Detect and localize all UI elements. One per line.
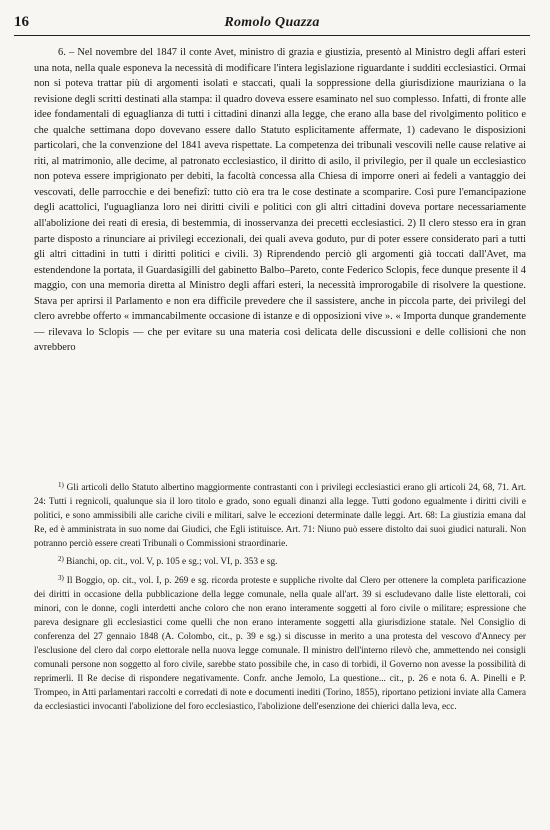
header-rule: [14, 35, 530, 36]
footnote-mark: 1): [58, 481, 64, 489]
footnote-2: [34, 552, 526, 569]
footnote-3: [34, 571, 526, 715]
footnote-text: Bianchi, op. cit., vol. V, p. 105 e sg.; vol. VI, p. 353 e sg.: [66, 557, 278, 568]
running-head: Romolo Quazza: [224, 15, 320, 30]
footnote-1: [34, 478, 526, 551]
footnote-text: Gli articoli dello Statuto albertino maggiormente contrastanti con i privilegi ecclesiastici erano gli articoli 24, 68, 71. Art. 24: Tutti i regnicoli, qualunque sia il loro titolo e grado, sono eguali dinanzi alla legge. Tutti godono egualmente i diritti civili e politici, e sono ammissibili alle cariche civili e militari, salve le eccezioni determinate dalle leggi. Art. 68: La giustizia emana dal Re, ed è amministrata in suo nome dai Giudici, che Egli istituisce. Art. 71: Niuno può essere distolto dai suoi giudici naturali. Non potranno perciò essere creati Tribunali o Commissioni straordinarie.: [34, 483, 526, 550]
footnote-mark: 3): [58, 573, 64, 582]
footnote-mark: 2): [58, 555, 64, 564]
footnotes: [34, 478, 526, 716]
footnote-text: Il Boggio, op. cit., vol. I, p. 269 e sg. ricorda proteste e suppliche rivolte dal Clero per ottenere la completa parificazione dei diritti in occasione della pubblicazione della legge comunale, nella quale all'art. 39 si escludevano dalle liste elettorali, coi minori, con le donne, cogli interdetti anche coloro che non erano interamente soggetti al foro civile o militare; espressione che pareva designare gli ecclesiastici come quelli che non erano interamente soggetti alla giurisdizione statale. Nel Consiglio di conferenza del 27 gennaio 1848 (A. Colombo, cit., p. 39 e sg.) si discusse in merito a una protesta del vescovo d'Annecy per l'esclusione del clero dal corpo elettorale nella nuova legge comunale. Il ministro dell'interno rilevò che, ammettendo nei consigli comunali persone non soggetto al foro civile, sarebbe stato possibile che, in caso di torbidi, il Governo non avesse la possibilità di reprimerli. Il Re decise di rispondere negativamente. Confr. anche Jemolo, La questione... cit., p. 26 e nota 6. A. Pinelli e P. Trompeo, in Atti parlamentari raccolti e corredati di note e documenti inediti (Torino, 1855), riportano petizioni inviate alla Camera da ecclesiastici invocanti l'abolizione del foro ecclesiastico, l'abolizione dell'esenzione dei chierici dalla leva, ecc.: [34, 575, 526, 713]
body-paragraph: 6. – Nel novembre del 1847 il conte Avet, ministro di grazia e giustizia, presentò al Ministro degli affari esteri una nota, nella quale esponeva la necessità di modificare l'intera legislazione riguardante i sudditi ecclesiastici. Ormai non si poteva trattar più di argomenti isolati e staccati, quali la soppressione della giurisdizione mauriziana o la revisione degli scritti destinati alla stampa: il quadro doveva essere esaminato nel suo complesso. Infatti, di fronte alle idee fondamentali di eguaglianza di tutti i cittadini dinanzi alla legge, che erano alla base del rivolgimento politico e che qualche settimana dopo dovevano essere dallo Statuto esplicitamente affermate, 1) cadevano le disposizioni particolari, che la convenzione del 1841 aveva rispettate. La competenza dei tribunali vescovili nelle cause relative ai riti, al matrimonio, alle decime, al patronato ecclesiastico, il diritto di asilo, il privilegio, per il quale un ecclesiastico non poteva essere imprigionato per debiti, la facoltà concessa alla Chiesa di imporre oneri ai fedeli a vantaggio dei vescovati, delle parrocchie e dei benefizî: tutto ciò era tra le cose destinate a scomparire. Così pure l'emancipazione degli acattolici, l'uguaglianza loro nei diritti civili e politici con gli altri cittadini doveva portare necessariamente all'abolizione dei reati di eresia, di bestemmia, di inosservanza dei precetti ecclesiastici. 2) Il clero stesso era in gran parte disposto a rinunciare ai privilegi eccezionali, dei quali aveva goduto, pur di poter essere considerato pari a tutti gli altri cittadini in tutti i diritti politici e civili. 3) Riprendendo perciò gli argomenti già toccati dall'Avet, ma estendendone la portata, il Guardasigilli del gabinetto Balbo–Pareto, conte Federico Sclopis, fece dunque presente il 4 maggio, con una memoria diretta al Ministro degli affari esteri, la necessità improrogabile di risolvere la questione. Stava per aprirsi il Parlamento e non era difficile prevedere che il sassistere, anche in piccola parte, dei privilegi del clero avrebbe offerto « immancabilmente occasione di istanze e di opposizioni vive ». « Importa dunque grandemente — rilevava lo Sclopis — che per evitare su una materia così delicata delle discussioni e delle collisioni che non avrebbero: [34, 47, 526, 354]
main-text: [34, 45, 526, 356]
page-header: [14, 12, 530, 34]
page-number: 16: [14, 14, 29, 30]
